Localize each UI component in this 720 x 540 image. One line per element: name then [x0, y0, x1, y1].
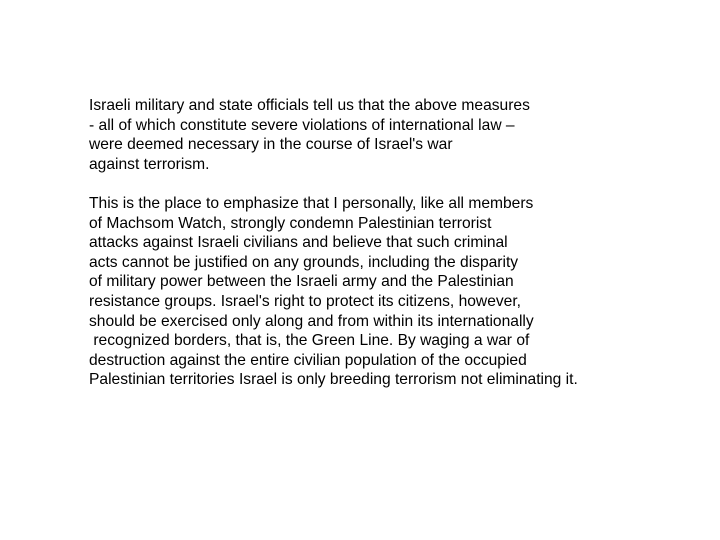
text-line: were deemed necessary in the course of Israel's war [89, 136, 453, 154]
text-line: This is the place to emphasize that I personally, like all members [89, 194, 534, 212]
text-line: destruction against the entire civilian population of the occupied [89, 351, 527, 369]
text-line: - all of which constitute severe violations of international law – [89, 116, 515, 134]
text-line: against terrorism. [89, 155, 210, 173]
text-line: of Machsom Watch, strongly condemn Palestinian terrorist [89, 214, 492, 232]
text-line: acts cannot be justified on any grounds, including the disparity [89, 253, 519, 271]
paragraph-2 [89, 194, 709, 390]
text-line: Israeli military and state officials tell us that the above measures [89, 97, 530, 114]
text-block [89, 96, 709, 390]
paragraph-1 [89, 96, 709, 174]
text-line: should be exercised only along and from within its internationally [89, 312, 534, 330]
text-line: Palestinian territories Israel is only breeding terrorism not eliminating it. [89, 371, 578, 389]
text-line: recognized borders, that is, the Green Line. By waging a war of [89, 332, 530, 350]
text-line: resistance groups. Israel's right to protect its citizens, however, [89, 292, 521, 310]
text-line: of military power between the Israeli army and the Palestinian [89, 273, 514, 291]
text-line: attacks against Israeli civilians and believe that such criminal [89, 234, 508, 252]
